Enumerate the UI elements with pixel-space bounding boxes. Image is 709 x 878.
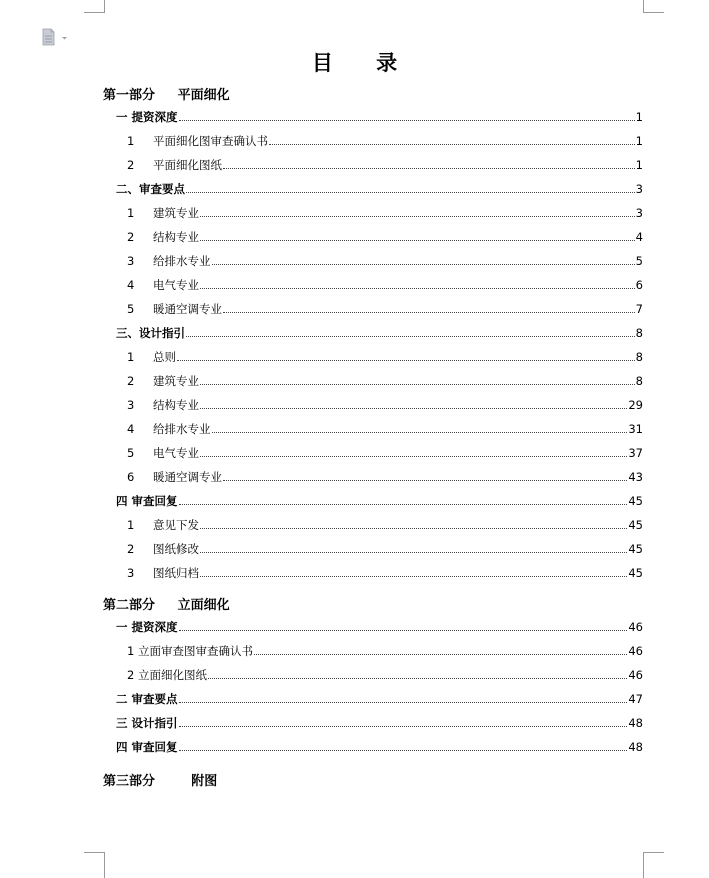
toc-page-number: 46 [628,668,643,682]
toc-entry-title: 三、设计指引 [116,326,185,340]
dot-leader [208,678,627,679]
toc-entry-title: 电气专业 [153,278,199,292]
toc-entry-title: 建筑专业 [153,374,199,388]
toc-entry-number: 1 [127,350,135,364]
toc-entry-number: 1 [127,518,135,532]
toc-page-number: 48 [628,716,643,730]
page-corner-mark-top-right [643,0,664,13]
part-heading[interactable]: 第二部分 立面细化 [103,598,230,613]
toc-entry-number: 4 [127,278,135,292]
toc-page-number: 47 [628,692,643,706]
toc-subsection-row[interactable] [127,540,643,556]
toc-entry-title: 图纸归档 [153,566,199,580]
toc-page-number: 1 [635,158,643,172]
toc-subsection-row[interactable] [127,348,643,364]
toc-section-row[interactable] [116,108,643,124]
toc-page-number: 46 [628,644,643,658]
dot-leader [223,480,627,481]
toc-page-number: 37 [628,446,643,460]
toc-page-number: 8 [635,350,643,364]
dot-leader [200,240,635,241]
toc-subsection-row[interactable] [127,252,643,268]
toc-entry-title: 给排水专业 [153,422,211,436]
toc-section-row[interactable] [116,738,643,754]
dot-leader [200,408,627,409]
dot-leader [200,552,627,553]
toc-page-number: 4 [635,230,643,244]
toc-subsection-row[interactable] [127,420,643,436]
toc-section-row[interactable] [116,690,643,706]
toc-entry-title: 总则 [153,350,176,364]
dot-leader [179,504,628,505]
toc-page-number: 46 [628,620,643,634]
toc-entry-number: 4 [127,422,135,436]
toc-page-number: 1 [635,110,643,124]
toc-page-number: 45 [628,542,643,556]
toc-entry-title: 结构专业 [153,398,199,412]
toc-page-number: 29 [628,398,643,412]
dot-leader [200,456,627,457]
toc-page-number: 7 [635,302,643,316]
dot-leader [212,432,628,433]
toc-entry-number: 1 [127,134,135,148]
toc-section-row[interactable] [116,618,643,634]
dot-leader [186,336,635,337]
toc-entry-number: 3 [127,254,135,268]
toc-entry-title: 2 立面细化图纸 [127,668,207,682]
dot-leader [223,312,635,313]
toc-section-row[interactable] [116,180,643,196]
toc-subsection-row[interactable] [127,228,643,244]
toc-entry-number: 1 [127,206,135,220]
dot-leader [179,702,628,703]
toc-entry-title: 1 立面审查图审查确认书 [127,644,253,658]
toc-page-number: 48 [628,740,643,754]
toc-subsection-row[interactable] [127,468,643,484]
dot-leader [186,192,635,193]
toc-entry-title: 二 审查要点 [116,692,178,706]
toc-page-number: 43 [628,470,643,484]
toc-entry-title: 一 提资深度 [116,110,178,124]
toc-subsection-row[interactable] [127,276,643,292]
toc-entry-number: 2 [127,230,135,244]
page-title: 目 录 [311,51,416,75]
page-corner-mark-bottom-left [84,852,105,878]
toc-page-number: 8 [635,326,643,340]
toc-entry-number: 2 [127,158,135,172]
toc-entry-title: 暖通空调专业 [153,302,222,316]
toc-entry-number: 2 [127,542,135,556]
dot-leader [223,168,635,169]
toc-page-number: 6 [635,278,643,292]
toc-entry-title: 图纸修改 [153,542,199,556]
toc-entry-title: 暖通空调专业 [153,470,222,484]
toc-entry-title: 建筑专业 [153,206,199,220]
toc-entry-number: 3 [127,398,135,412]
dot-leader [179,630,628,631]
toc-subsection-row[interactable] [127,204,643,220]
toc-subsection-row[interactable] [127,642,643,658]
part-heading[interactable]: 第三部分 附图 [103,774,218,789]
toc-entry-title: 意见下发 [153,518,199,532]
dot-leader [179,750,628,751]
toc-section-row[interactable] [116,324,643,340]
toc-entry-number: 2 [127,374,135,388]
toc-subsection-row[interactable] [127,666,643,682]
toc-subsection-row[interactable] [127,132,643,148]
dot-leader [179,726,628,727]
dot-leader [179,120,635,121]
toc-entry-title: 二、审查要点 [116,182,185,196]
toc-subsection-row[interactable] [127,516,643,532]
toc-subsection-row[interactable] [127,372,643,388]
toc-page-number: 45 [628,494,643,508]
toc-subsection-row[interactable] [127,564,643,580]
toc-entry-title: 结构专业 [153,230,199,244]
toc-entry-title: 四 审查回复 [116,494,178,508]
toc-entry-number: 3 [127,566,135,580]
toc-subsection-row[interactable] [127,396,643,412]
toc-section-row[interactable] [116,492,643,508]
dot-leader [200,288,635,289]
toc-entry-number: 5 [127,302,135,316]
toc-subsection-row[interactable] [127,156,643,172]
toc-entry-title: 平面细化图纸 [153,158,222,172]
toc-page-number: 45 [628,518,643,532]
toc-entry-title: 一 提资深度 [116,620,178,634]
toc-entry-title: 电气专业 [153,446,199,460]
dot-leader [177,360,635,361]
toc-page-number: 3 [635,206,643,220]
document-icon[interactable] [41,28,69,46]
dot-leader [269,144,635,145]
toc-page-number: 1 [635,134,643,148]
page-corner-mark-top-left [84,0,105,13]
toc-entry-title: 三 设计指引 [116,716,178,730]
toc-entry-number: 6 [127,470,135,484]
dot-leader [254,654,627,655]
toc-section-row[interactable] [116,714,643,730]
dot-leader [212,264,635,265]
dot-leader [200,384,635,385]
dot-leader [200,216,635,217]
toc-entry-title: 四 审查回复 [116,740,178,754]
dot-leader [200,576,627,577]
page-corner-mark-bottom-right [643,852,664,878]
toc-page-number: 8 [635,374,643,388]
part-heading[interactable]: 第一部分 平面细化 [103,88,230,103]
toc-subsection-row[interactable] [127,300,643,316]
toc-entry-number: 5 [127,446,135,460]
toc-entry-title: 给排水专业 [153,254,211,268]
dot-leader [200,528,627,529]
toc-page-number: 5 [635,254,643,268]
toc-entry-title: 平面细化图审查确认书 [153,134,268,148]
toc-page-number: 45 [628,566,643,580]
toc-page-number: 31 [628,422,643,436]
toc-subsection-row[interactable] [127,444,643,460]
toc-page-number: 3 [635,182,643,196]
